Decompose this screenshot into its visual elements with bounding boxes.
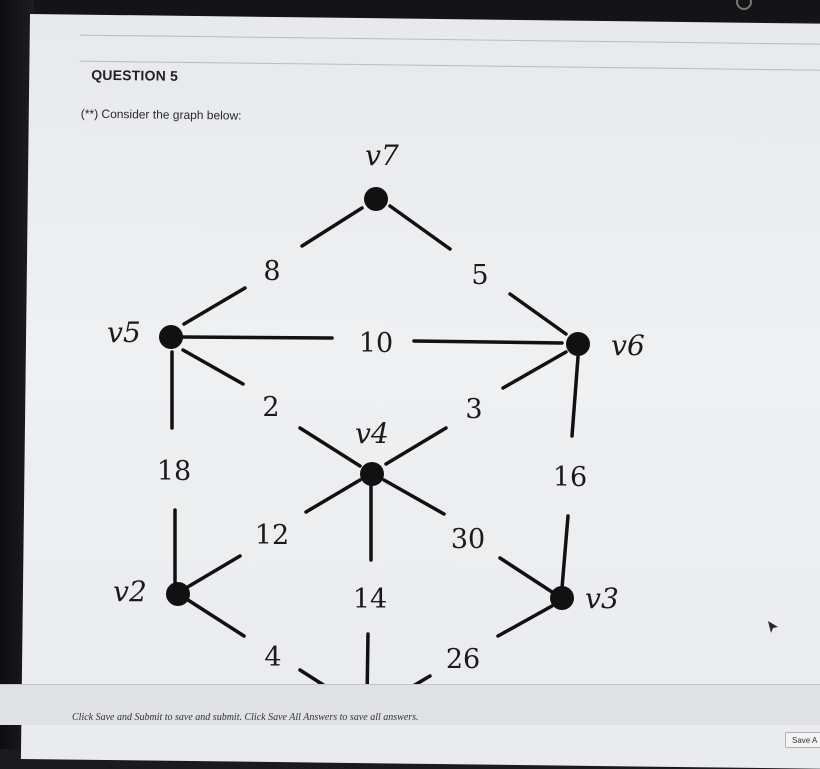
- save-all-answers-button[interactable]: Save A: [785, 732, 820, 748]
- edge-v6-v4: [503, 352, 566, 388]
- edge-weight-label: 30: [450, 524, 486, 555]
- edge-v6-v3: [562, 516, 568, 588]
- vertex-label-v2: v2: [113, 575, 147, 608]
- edge-v5-v6: [183, 337, 332, 338]
- edge-weight-label: 5: [471, 260, 489, 291]
- edge-weight-label: 26: [445, 644, 481, 675]
- edge-weight-label: 10: [358, 328, 394, 359]
- edge-weight-label: 14: [352, 584, 388, 615]
- edge-v4-v3: [384, 480, 444, 514]
- edge-v7-v6: [390, 206, 450, 249]
- edge-v2-v1: [188, 600, 244, 636]
- edge-weight-label: 12: [254, 520, 290, 551]
- edge-v5-v7: [302, 208, 362, 246]
- edge-v5-v4: [300, 428, 360, 466]
- vertex-label-v5: v5: [107, 316, 141, 349]
- edge-v6-v3: [572, 357, 578, 436]
- edge-weight-label: 16: [552, 462, 588, 493]
- footer-instructions: Click Save and Submit to save and submit. Click Save All Answers to save all answers.: [72, 712, 419, 723]
- vertex-v2: [166, 582, 190, 606]
- vertex-label-v4: v4: [355, 417, 389, 450]
- edge-v4-v2: [306, 480, 360, 512]
- edge-v6-v4: [386, 428, 446, 464]
- edge-v5-v4: [183, 350, 243, 384]
- edge-v4-v2: [186, 556, 240, 588]
- edge-v4-v3: [500, 558, 552, 592]
- vertex-label-v7: v7: [365, 139, 399, 172]
- vertex-v4: [360, 462, 384, 486]
- vertex-label-v6: v6: [611, 329, 645, 362]
- edge-weight-label: 3: [465, 394, 483, 425]
- edge-v5-v7: [184, 288, 245, 324]
- question-prompt: (**) Consider the graph below:: [80, 106, 242, 123]
- edge-v3-v1: [498, 606, 552, 636]
- question-title: QUESTION 5: [91, 66, 179, 84]
- vertex-v3: [550, 586, 574, 610]
- vertex-v6: [566, 332, 590, 356]
- vertex-label-v3: v3: [585, 582, 619, 615]
- mouse-cursor-icon: [766, 620, 780, 636]
- vertex-v7: [364, 187, 388, 211]
- edge-weight-label: 2: [262, 392, 280, 423]
- edge-v5-v6: [414, 341, 562, 343]
- vertex-v5: [159, 325, 183, 349]
- edge-weight-label: 18: [156, 456, 192, 487]
- edge-weight-label: 8: [263, 256, 281, 287]
- edge-weight-label: 4: [264, 642, 282, 673]
- edge-v7-v6: [510, 294, 566, 334]
